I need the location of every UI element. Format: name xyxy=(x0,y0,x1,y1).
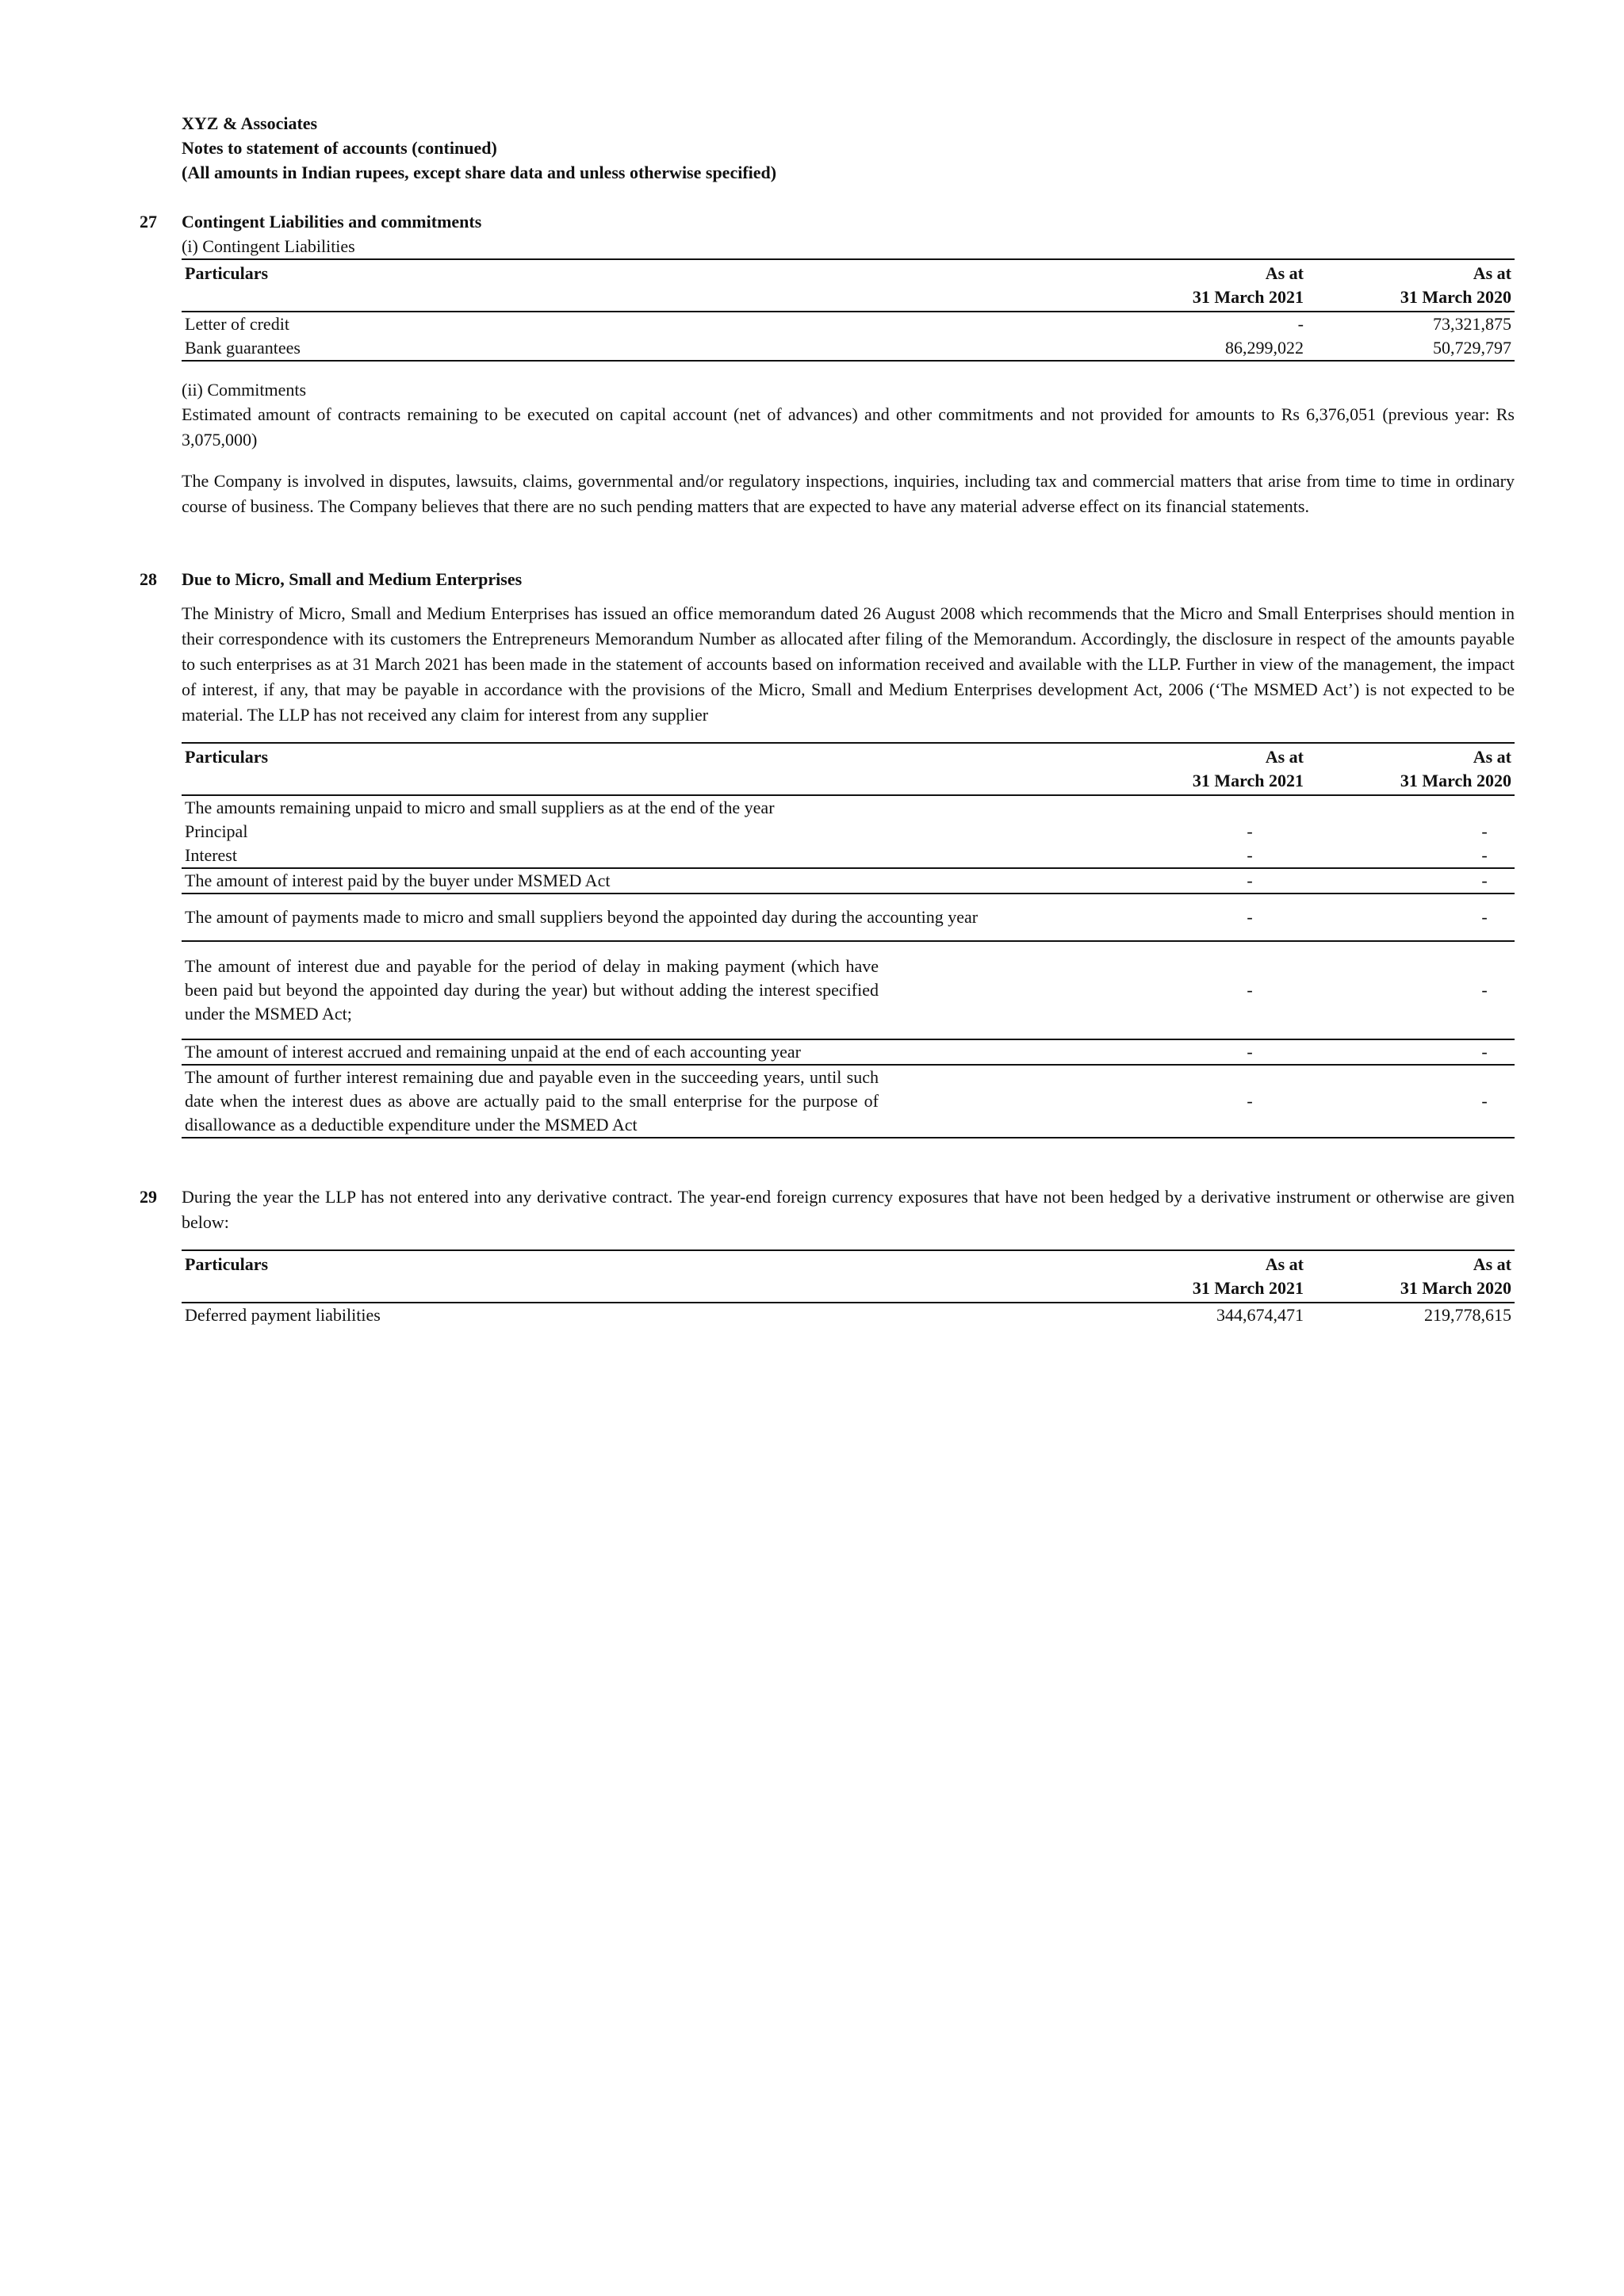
table-row xyxy=(182,336,1515,361)
col-particulars: Particulars xyxy=(182,1250,1101,1303)
row-label: The amount of interest accrued and remaining unpaid at the end of each accounting year xyxy=(182,1039,1101,1065)
contingent-liabilities-table xyxy=(182,258,1515,362)
col-2020: As at 31 March 2020 xyxy=(1307,743,1515,795)
table-row xyxy=(182,1065,1515,1138)
subsection-label: (ii) Commitments xyxy=(182,380,307,400)
table-row xyxy=(182,894,1515,941)
value-2021: - xyxy=(1247,821,1253,841)
value-2021: 344,674,471 xyxy=(1216,1305,1304,1325)
disputes-paragraph: The Company is involved in disputes, lawsuits, claims, governmental and/or regulatory inspections, inquiries, including tax and commercial matters that arise from time to time in ordinary course of business. The Company believes that there are no such pending matters that are expected to have any material adverse effect on its financial statements. xyxy=(182,471,1515,516)
value-2020: - xyxy=(1307,894,1515,941)
table-row xyxy=(182,941,1515,1039)
col-2021: As at 31 March 2021 xyxy=(1101,1250,1307,1303)
col-particulars: Particulars xyxy=(182,259,1101,312)
company-name: XYZ & Associates xyxy=(182,113,318,133)
col-particulars: Particulars xyxy=(182,743,1101,795)
value-2021: 86,299,022 xyxy=(1101,336,1307,361)
msme-table xyxy=(182,742,1515,1138)
page-header xyxy=(182,111,776,185)
section-number: 29 xyxy=(140,1187,157,1207)
header-note: (All amounts in Indian rupees, except share data and unless otherwise specified) xyxy=(182,163,777,182)
subsection-label: (i) Contingent Liabilities xyxy=(182,236,355,256)
row-label: The amounts remaining unpaid to micro and small suppliers as at the end of the year xyxy=(185,798,775,817)
table-row xyxy=(182,312,1515,336)
commitments-paragraph: Estimated amount of contracts remaining to be executed on capital account (net of advances) and other commitments and not provided for amounts to Rs 6,376,051 (previous year: Rs 3,075,000) xyxy=(182,404,1515,450)
row-label: The amount of interest due and payable for the period of delay in making payment (which have been paid but beyond the appointed day during the year) but without adding the interest specified under the MSMED Act; xyxy=(182,941,1101,1039)
row-label: The amount of further interest remaining due and payable even in the succeeding years, until such date when the interest dues as above are actually paid to the small enterprise for the purpose of disallowance as a deductible expenditure under the MSMED Act xyxy=(182,1065,1101,1138)
row-label: Interest xyxy=(185,845,237,865)
table-header xyxy=(182,259,1515,312)
table-row xyxy=(182,1303,1515,1327)
col-2020: As at 31 March 2020 xyxy=(1307,259,1515,312)
value-2020: - xyxy=(1307,868,1515,894)
table-header xyxy=(182,1250,1515,1303)
col-2021: As at 31 March 2021 xyxy=(1101,743,1307,795)
row-label: Principal xyxy=(185,821,248,841)
value-2020: - xyxy=(1481,845,1488,865)
msme-paragraph: The Ministry of Micro, Small and Medium Enterprises has issued an office memorandum dated 26 August 2008 which recommends that the Micro and Small Enterprises should mention in their correspondence with its customers the Entrepreneurs Memorandum Number as allocated after filing of the Memorandum. Accordingly, the disclosure in respect of the amounts payable to such enterprises as at 31 March 2021 has been made in the statement of accounts based on information received and available with the LLP. Further in view of the management, the impact of interest, if any, that may be payable in accordance with the provisions of the Micro, Small and Medium Enterprises development Act, 2006 (‘The MSMED Act’) is not expected to be material. The LLP has not received any claim for interest from any supplier xyxy=(182,603,1515,725)
section-title: Contingent Liabilities and commitments xyxy=(182,212,482,232)
table-row xyxy=(182,868,1515,894)
foreign-exposure-table xyxy=(182,1249,1515,1327)
table-row xyxy=(182,795,1515,820)
value-2020: - xyxy=(1307,1065,1515,1138)
row-label: The amount of interest paid by the buyer under MSMED Act xyxy=(182,868,1101,894)
value-2020: 219,778,615 xyxy=(1424,1305,1511,1325)
table-header xyxy=(182,743,1515,795)
table-row xyxy=(182,820,1515,844)
value-2021: - xyxy=(1101,941,1307,1039)
section-title: Due to Micro, Small and Medium Enterprises xyxy=(182,569,523,589)
value-2020: - xyxy=(1307,941,1515,1039)
value-2021: - xyxy=(1101,1065,1307,1138)
section-number: 28 xyxy=(140,569,157,589)
value-2021: - xyxy=(1101,894,1307,941)
row-label: Bank guarantees xyxy=(182,336,1101,361)
value-2020: 73,321,875 xyxy=(1433,314,1511,334)
value-2020: 50,729,797 xyxy=(1307,336,1515,361)
section-number: 27 xyxy=(140,212,157,232)
value-2021: - xyxy=(1101,1039,1307,1065)
value-2021: - xyxy=(1101,868,1307,894)
row-label: Deferred payment liabilities xyxy=(185,1305,381,1325)
value-2021: - xyxy=(1247,845,1253,865)
value-2021: - xyxy=(1297,314,1304,334)
col-2021: As at 31 March 2021 xyxy=(1101,259,1307,312)
table-row xyxy=(182,1039,1515,1065)
table-row xyxy=(182,844,1515,868)
row-label: The amount of payments made to micro and small suppliers beyond the appointed day during the accounting year xyxy=(182,894,1101,941)
value-2020: - xyxy=(1481,821,1488,841)
derivatives-paragraph: During the year the LLP has not entered into any derivative contract. The year-end foreign currency exposures that have not been hedged by a derivative instrument or otherwise are given below: xyxy=(182,1187,1515,1232)
header-subtitle: Notes to statement of accounts (continued) xyxy=(182,138,497,158)
value-2020: - xyxy=(1307,1039,1515,1065)
col-2020: As at 31 March 2020 xyxy=(1307,1250,1515,1303)
row-label: Letter of credit xyxy=(185,314,289,334)
